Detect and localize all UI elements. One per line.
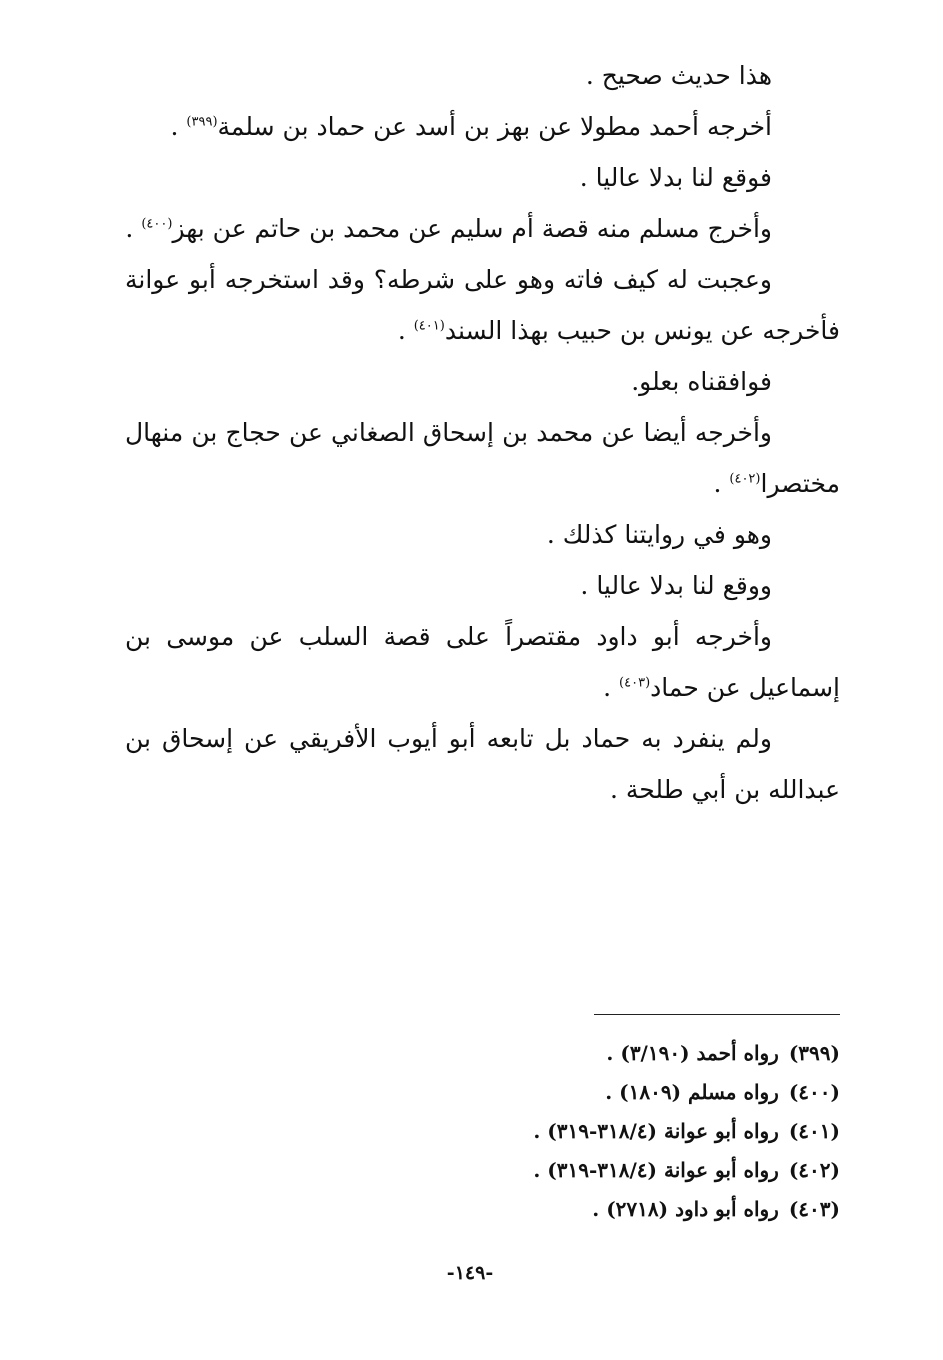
footnote-reference: (٤٠٣) (619, 675, 651, 691)
paragraph (125, 101, 840, 152)
paragraph-text: أخرجه أحمد مطولا عن بهز بن أسد عن حماد بن سلمة (217, 112, 772, 141)
footnote-number: (٤٠١) (788, 1119, 840, 1143)
footnotes (300, 1034, 840, 1229)
paragraph-text: فوقع لنا بدلا عاليا . (579, 163, 772, 192)
paragraph-end-punct: . (125, 214, 142, 243)
footnote-number: (٤٠٢) (788, 1158, 840, 1182)
footnote-item (300, 1073, 840, 1112)
paragraph-text: وهو في روايتنا كذلك . (546, 520, 772, 549)
footnote-number: (٣٩٩) (788, 1041, 840, 1065)
paragraph (125, 152, 840, 203)
footnote-reference: (٤٠٢) (729, 471, 761, 487)
footnote-separator (594, 1014, 840, 1015)
paragraph (125, 50, 840, 101)
page-number: -١٤٩- (446, 1262, 494, 1284)
paragraph (125, 560, 840, 611)
paragraph (125, 407, 840, 509)
footnote-text: رواه أحمد (٣/١٩٠) . (606, 1041, 779, 1065)
paragraph-end-punct: . (170, 112, 187, 141)
footnote-text: رواه أبو عوانة (٣١٨/٤-٣١٩) . (533, 1158, 779, 1182)
footnote-item (300, 1151, 840, 1190)
paragraph (125, 356, 840, 407)
footnote-text: رواه مسلم (١٨٠٩) . (605, 1080, 779, 1104)
paragraph-end-punct: . (397, 316, 414, 345)
paragraph-text: وأخرجه أبو داود مقتصراً على قصة السلب عن موسى بن إسماعيل عن حماد (125, 622, 840, 702)
paragraph (125, 611, 840, 713)
footnote-text: رواه أبو عوانة (٣١٨/٤-٣١٩) . (533, 1119, 779, 1143)
paragraph-text: وأخرج مسلم منه قصة أم سليم عن محمد بن حاتم عن بهز (172, 214, 772, 243)
paragraph-text: فوافقناه بعلو. (631, 367, 772, 396)
footnote-reference: (٤٠١) (413, 318, 445, 334)
paragraph (125, 713, 840, 815)
paragraph-text: ولم ينفرد به حماد بل تابعه أبو أيوب الأفريقي عن إسحاق بن عبدالله بن أبي طلحة . (125, 724, 840, 804)
paragraph (125, 509, 840, 560)
main-text (125, 50, 840, 815)
paragraph-text: وعجبت له كيف فاته وهو على شرطه؟ وقد استخرجه أبو عوانة فأخرجه عن يونس بن حبيب بهذا السند (125, 265, 840, 345)
footnote-item (300, 1034, 840, 1073)
footnote-reference: (٤٠٠) (141, 216, 173, 232)
paragraph-end-punct: . (603, 673, 620, 702)
paragraph (125, 203, 840, 254)
paragraph-text: ووقع لنا بدلا عاليا . (580, 571, 772, 600)
paragraph-end-punct: . (713, 469, 730, 498)
paragraph (125, 254, 840, 356)
footnote-text: رواه أبو داود (٢٧١٨) . (592, 1197, 779, 1221)
paragraph-text: وأخرجه أيضا عن محمد بن إسحاق الصغاني عن حجاج بن منهال مختصرا (125, 418, 840, 498)
footnote-item (300, 1190, 840, 1229)
footnote-number: (٤٠٣) (788, 1197, 840, 1221)
footnote-item (300, 1112, 840, 1151)
footnote-number: (٤٠٠) (788, 1080, 840, 1104)
paragraph-text: هذا حديث صحيح . (585, 61, 772, 90)
footnote-reference: (٣٩٩) (186, 114, 218, 130)
